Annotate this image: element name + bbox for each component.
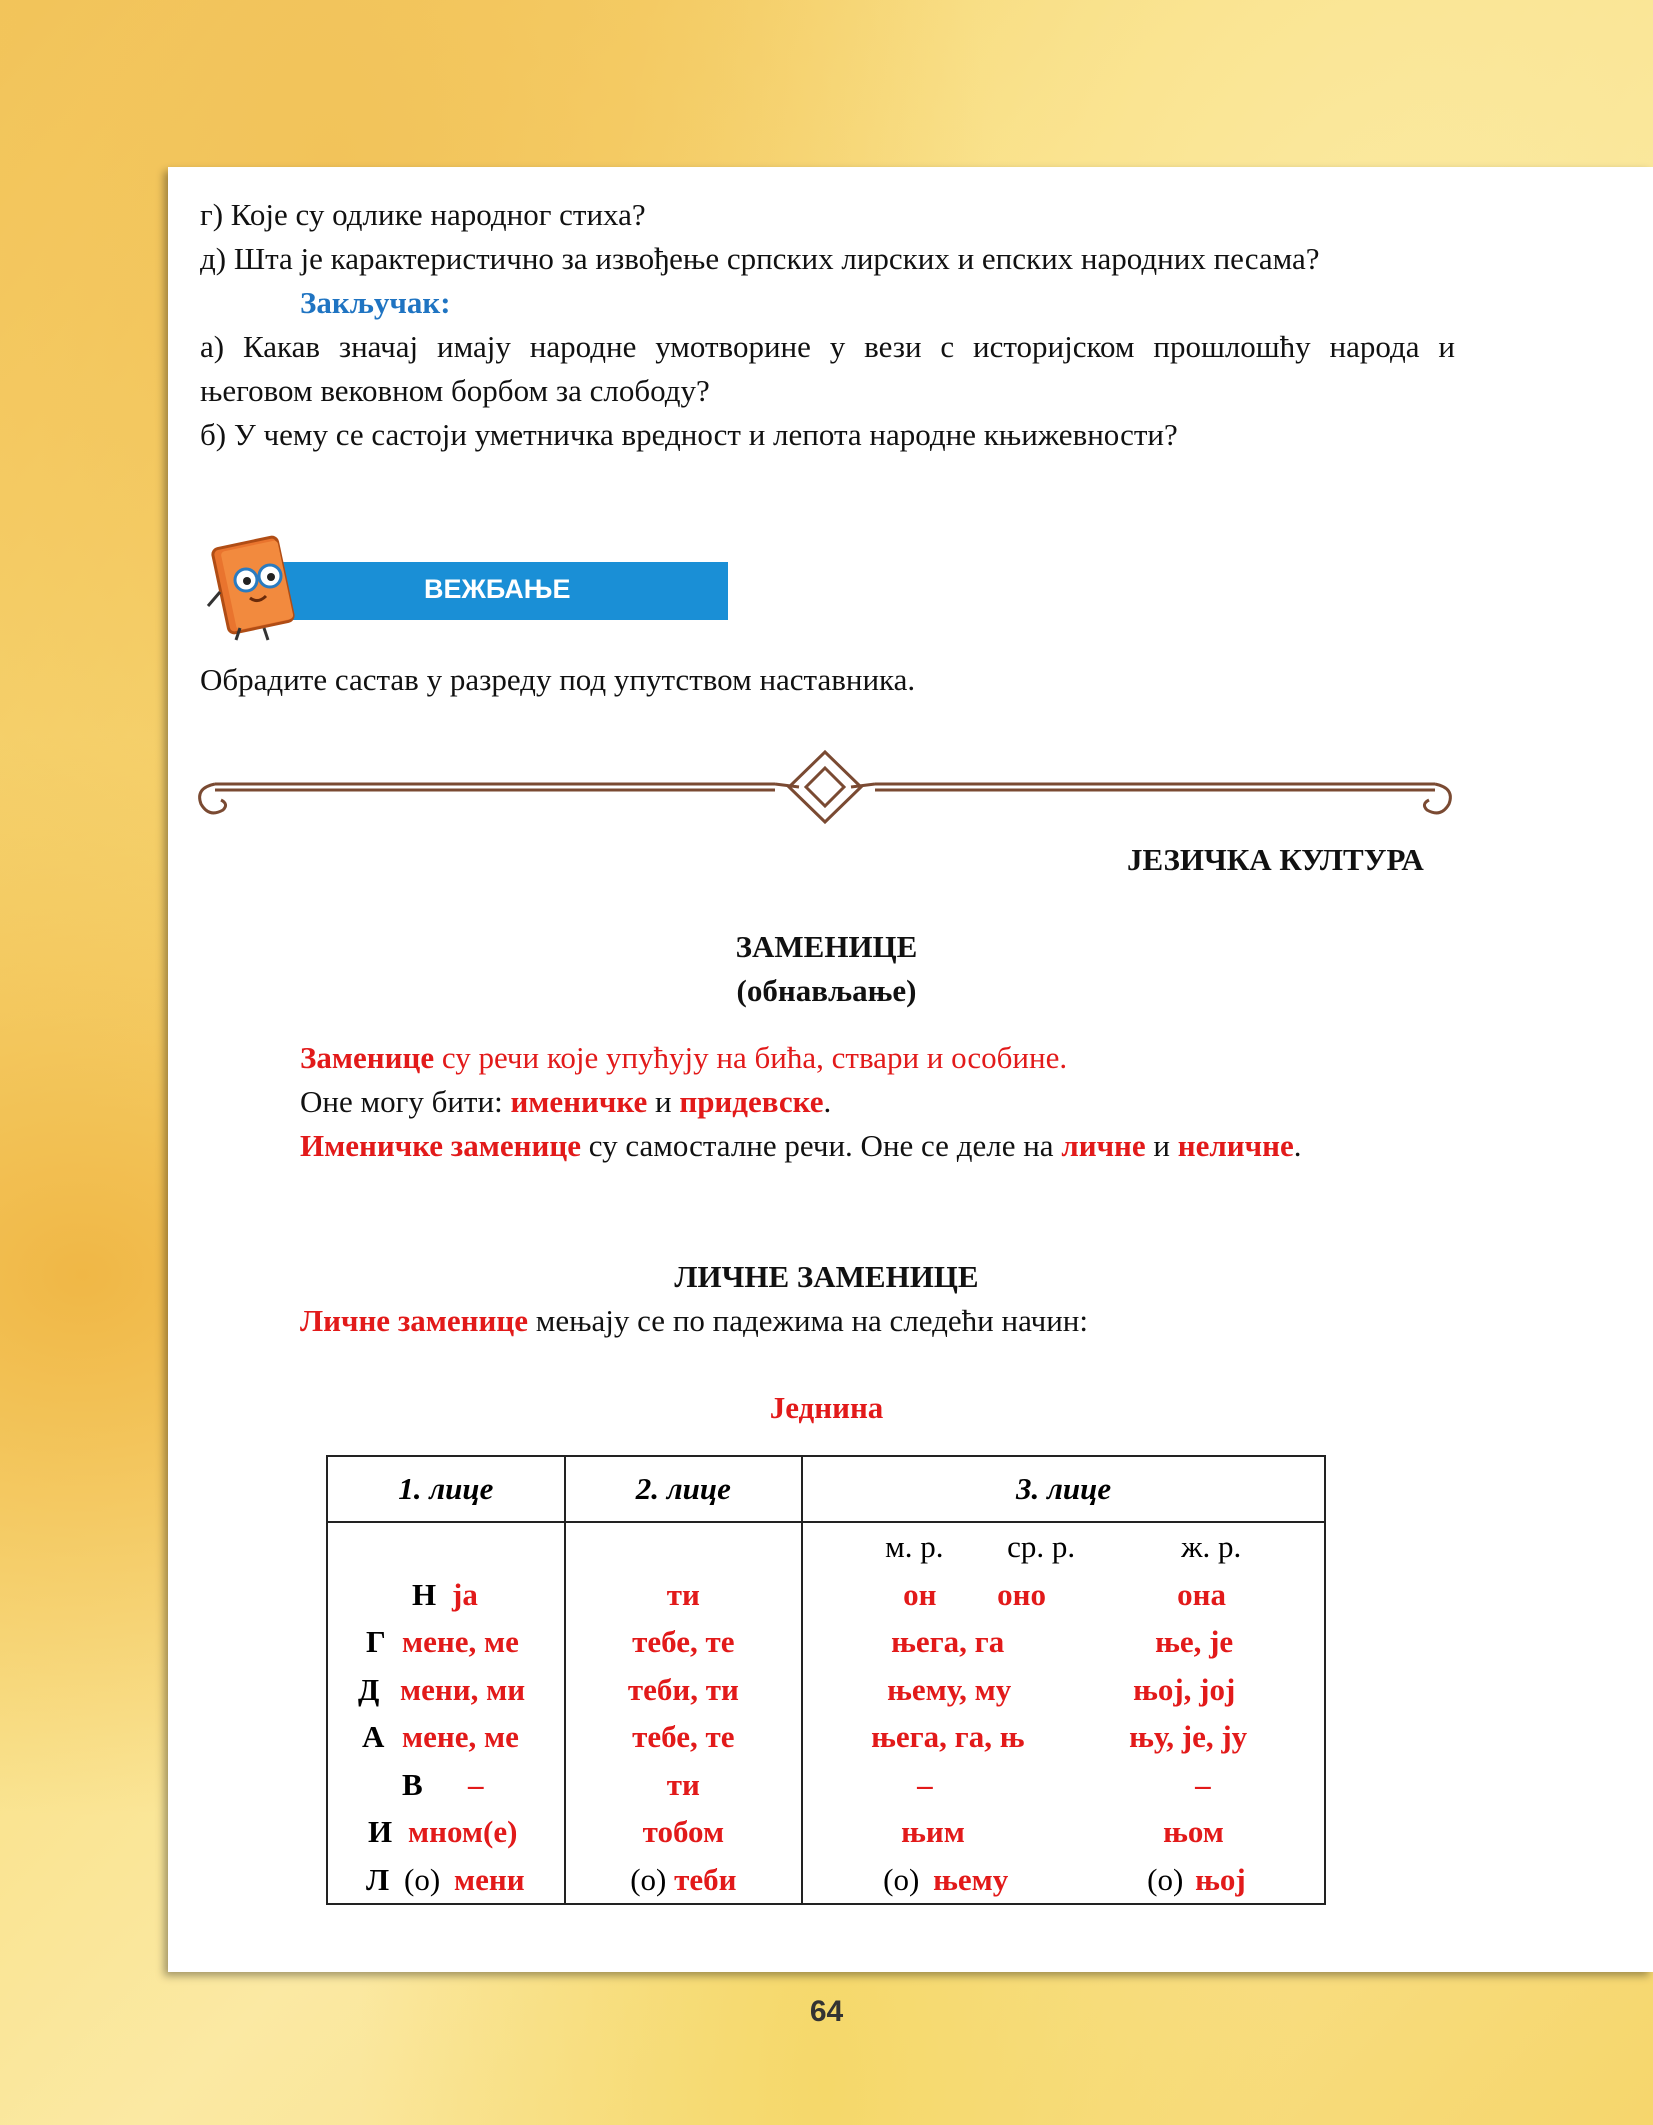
second-person-form: ти bbox=[666, 1576, 700, 1612]
preposition: (о) bbox=[883, 1861, 920, 1897]
first-person-column bbox=[327, 1522, 565, 1904]
page-number: 64 bbox=[809, 1995, 844, 2028]
first-person-form: мени, ми bbox=[400, 1671, 526, 1707]
exercise-instruction: Обрадите састав у разреду под упутством наставника. bbox=[200, 662, 916, 697]
term-zamenice: Заменице bbox=[300, 1040, 435, 1075]
conclusion-a-line1: а) Какав значај имају народне умотворине у вези с историјском прошлошћу народа и bbox=[200, 329, 1455, 364]
third-neut-form: оно bbox=[997, 1576, 1047, 1612]
term-pridevske: придевске bbox=[679, 1084, 824, 1119]
preposition: (о) bbox=[404, 1861, 441, 1897]
conclusion-a-line2: његовом вековном борбом за слободу? bbox=[200, 373, 710, 408]
third-masc-form: њега, га, њ bbox=[871, 1719, 1025, 1754]
third-fem-form: – bbox=[1195, 1766, 1211, 1802]
second-person-column bbox=[565, 1522, 803, 1904]
third-masc-form: њим bbox=[901, 1814, 965, 1849]
second-person-form: тебе, те bbox=[632, 1719, 735, 1754]
p2-prefix: Оне могу бити: bbox=[300, 1084, 511, 1119]
case-label: А bbox=[362, 1719, 385, 1754]
second-person-form: теби, ти bbox=[627, 1671, 739, 1707]
third-fem-form: она bbox=[1177, 1576, 1227, 1612]
preposition: (о) bbox=[1147, 1861, 1184, 1897]
first-person-form: мени bbox=[454, 1861, 525, 1897]
case-label: И bbox=[368, 1814, 393, 1849]
gender-masculine: м. р. bbox=[885, 1529, 944, 1564]
case-label: Г bbox=[366, 1624, 386, 1659]
third-masc-form: њему bbox=[933, 1861, 1009, 1897]
section-label: ЈЕЗИЧКА КУЛТУРА bbox=[1127, 842, 1424, 877]
first-person-form: мене, ме bbox=[402, 1624, 519, 1659]
header-second-person: 2. лице bbox=[565, 1456, 803, 1522]
case-label: Н bbox=[412, 1576, 437, 1612]
question-g: г) Које су одлике народног стиха? bbox=[200, 197, 646, 232]
second-person-form: ти bbox=[666, 1766, 700, 1802]
header-first-person: 1. лице bbox=[327, 1456, 565, 1522]
pronoun-table bbox=[326, 1455, 1326, 1905]
header-third-person: 3. лице bbox=[802, 1456, 1325, 1522]
table-body-row bbox=[327, 1522, 1325, 1904]
case-label: Д bbox=[358, 1671, 380, 1707]
table-header-row bbox=[327, 1456, 1325, 1522]
third-fem-form: њом bbox=[1163, 1814, 1224, 1849]
gender-feminine: ж. р. bbox=[1181, 1529, 1242, 1564]
question-d: д) Шта је карактеристично за извођење српских лирских и епских народних песама? bbox=[200, 241, 1320, 276]
second-person-form: теби bbox=[674, 1861, 737, 1897]
second-person-form: тобом bbox=[642, 1814, 725, 1849]
definition-text: су речи које упућују на бића, ствари и особине. bbox=[434, 1040, 1068, 1075]
third-fem-form: ње, је bbox=[1155, 1624, 1234, 1659]
third-fem-form: њој bbox=[1195, 1861, 1246, 1897]
term-licne: личне bbox=[1061, 1128, 1146, 1163]
lesson-paragraph-1 bbox=[300, 1036, 1067, 1080]
gender-neuter: ср. р. bbox=[1007, 1529, 1076, 1564]
p2-end: . bbox=[823, 1084, 832, 1119]
third-masc-form: он bbox=[903, 1576, 937, 1612]
first-person-form: мене, ме bbox=[402, 1719, 519, 1754]
term-licne-zamenice: Личне заменице bbox=[300, 1303, 528, 1338]
term-imenicke-zamenice: Именичке заменице bbox=[300, 1128, 581, 1163]
p2-and: и bbox=[647, 1084, 680, 1119]
term-imenicke: именичке bbox=[510, 1084, 648, 1119]
preposition: (о) bbox=[630, 1861, 667, 1897]
third-masc-form: њега, га bbox=[891, 1624, 1005, 1659]
ornamental-divider bbox=[195, 748, 1455, 828]
personal-title: ЛИЧНЕ ЗАМЕНИЦЕ bbox=[674, 1259, 979, 1294]
third-fem-form: њу, је, ју bbox=[1129, 1719, 1248, 1754]
term-nelicne: неличне bbox=[1177, 1128, 1294, 1163]
third-masc-form: њему, му bbox=[887, 1671, 1012, 1707]
exercise-banner-label: ВЕЖБАЊЕ bbox=[424, 574, 571, 604]
p3-end: . bbox=[1293, 1128, 1302, 1163]
number-label: Једнина bbox=[769, 1390, 884, 1425]
p3-and: и bbox=[1145, 1128, 1178, 1163]
conclusion-heading: Закључак: bbox=[300, 285, 451, 320]
case-label: Л bbox=[366, 1861, 390, 1897]
exercise-banner bbox=[198, 532, 728, 620]
personal-intro-rest: мењају се по падежима на следећи начин: bbox=[528, 1303, 1088, 1338]
lesson-paragraph-3 bbox=[300, 1124, 1302, 1168]
lesson-paragraph-2 bbox=[300, 1080, 831, 1124]
book-mascot-icon bbox=[198, 532, 308, 644]
conclusion-b: б) У чему се састоји уметничка вредност и лепота народне књижевности? bbox=[200, 417, 1178, 452]
second-person-form: тебе, те bbox=[632, 1624, 735, 1659]
first-person-form: – bbox=[468, 1766, 484, 1802]
p3-middle: су самосталне речи. Оне се деле на bbox=[580, 1128, 1062, 1163]
personal-intro bbox=[300, 1299, 1088, 1343]
third-fem-form: њој, јој bbox=[1133, 1671, 1236, 1707]
first-person-form: ја bbox=[452, 1576, 478, 1612]
lesson-title: ЗАМЕНИЦЕ bbox=[735, 929, 918, 964]
first-person-form: мном(е) bbox=[408, 1814, 518, 1849]
case-label: В bbox=[402, 1766, 423, 1802]
third-person-column bbox=[802, 1522, 1325, 1904]
lesson-subtitle: (обнављање) bbox=[736, 973, 917, 1008]
third-masc-form: – bbox=[917, 1766, 933, 1802]
